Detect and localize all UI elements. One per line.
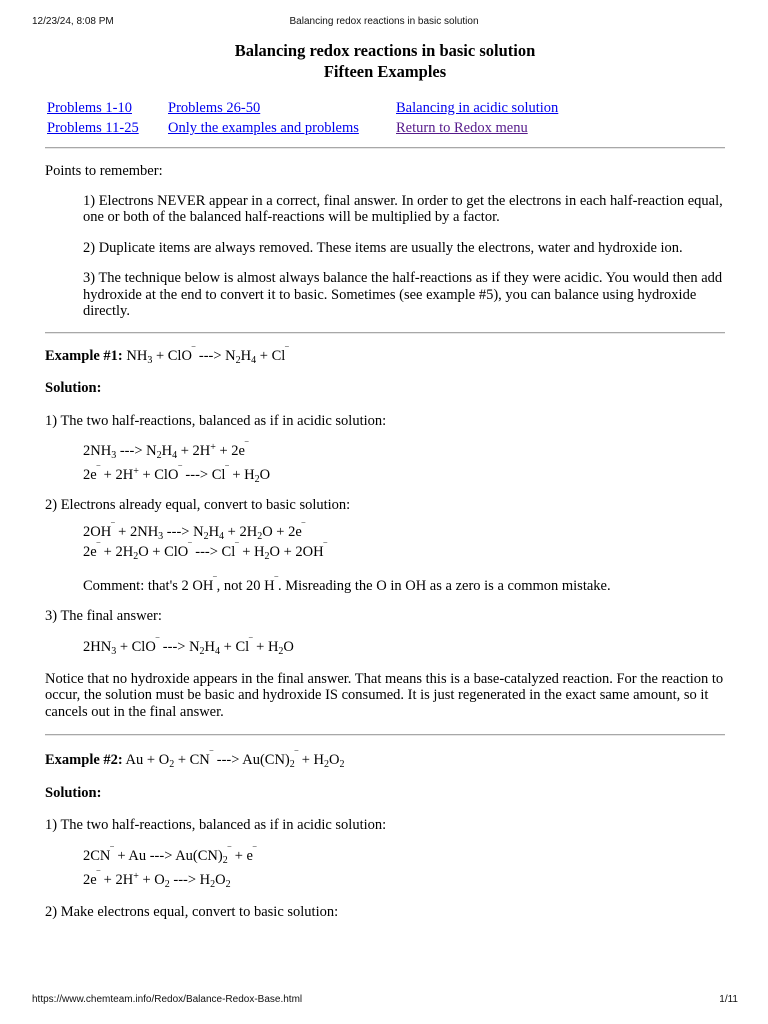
print-url: https://www.chemteam.info/Redox/Balance-Redox-Base.html (32, 994, 303, 1005)
print-page-title: Balancing redox reactions in basic solution (289, 16, 479, 27)
equation: $2OH^‾ + 2NH_3$ ---> $N_2H_4 + 2H_2O + 2e^‾$ (83, 522, 306, 542)
print-datetime: 12/23/24, 8:08 PM (32, 16, 114, 27)
document-body (45, 40, 725, 920)
example-2-step-1: 1) The two half-reactions, balanced as if in acidic solution: (45, 817, 387, 833)
link-only-examples[interactable]: Only the examples and problems (168, 120, 359, 136)
divider (45, 332, 725, 334)
example-1-step-3: 3) The final answer: (45, 608, 162, 624)
example-1-notice: Notice that no hydroxide appears in the final answer. That means this is a base-catalyzed reaction. For the reaction to occur, the solution must be basic and hydroxide IS consumed. It is just regenerated in the exact same amount, so it cancels out in the final answer. (45, 670, 724, 720)
title-block (45, 40, 725, 90)
example-2-solution-label: Solution: (45, 784, 102, 801)
link-problems-26-50[interactable]: Problems 26-50 (168, 100, 261, 116)
equation: $2e^‾ + 2H_2O + ClO^‾$ ---> $Cl^‾ + H_2O + 2OH^‾$ (83, 542, 327, 562)
example-1-heading: Example #1: $NH_3 + ClO^‾$ ---> $N_2H_4 + Cl^‾$ (45, 346, 289, 366)
equation: 2CN‾ + Au ---> $Au(CN)_2^‾ + e^‾$ (83, 846, 257, 866)
link-problems-11-25[interactable]: Problems 11-25 (47, 120, 139, 136)
divider (45, 734, 725, 736)
point-1: 1) Electrons NEVER appear in a correct, final answer. In order to get the electrons in each half-reaction equal, one or both of the balanced half-reactions will be multiplied by a factor. (83, 192, 723, 225)
link-problems-1-10[interactable]: Problems 1-10 (47, 100, 132, 116)
page-title: Balancing redox reactions in basic solution (234, 41, 536, 60)
link-redox-menu[interactable]: Return to Redox menu (396, 120, 528, 136)
print-page-number: 1/11 (719, 994, 738, 1005)
example-1-step-1: 1) The two half-reactions, balanced as if in acidic solution: (45, 412, 387, 429)
example-1-solution-label: Solution: (45, 380, 102, 396)
example-2-half-reactions (45, 844, 725, 892)
page-subtitle: Fifteen Examples (323, 62, 447, 81)
divider (45, 147, 725, 149)
equation: $2e^‾ + 2H^+ + O_2$ ---> $H_2O_2$ (83, 870, 231, 890)
nav-links (45, 99, 725, 141)
example-2-heading: Example #2: $Au + O_2 + CN^‾$ ---> $Au(CN)_2^‾ + H_2O_2$ (45, 751, 345, 770)
example-1-half-reactions (45, 439, 725, 487)
equation: 2e‾ + 2H+ + ClO‾ ---> $Cl^‾ + H_2O$ (83, 466, 271, 485)
link-acidic-solution[interactable]: Balancing in acidic solution (396, 100, 559, 116)
print-header (0, 16, 768, 30)
point-2: 2) Duplicate items are always removed. These items are usually the electrons, water and hydroxide ion. (83, 239, 683, 256)
example-2-step-2: 2) Make electrons equal, convert to basic solution: (45, 903, 339, 920)
point-3: 3) The technique below is almost always balance the half-reactions as if they were acidic. You would then add hydroxide at the end to convert it to basic. Sometimes (see example #5), you can balance using hydroxide directly. (83, 270, 723, 319)
equation: $2NH_3$ ---> $N_2H_4 + 2H^+ + 2e^‾$ (83, 442, 249, 461)
example-1-comment: Comment: that's 2 OH‾, not 20 H‾. Misreading the O in OH as a zero is a common mistake. (83, 576, 611, 594)
example-1-final-answer: $2HN_3 + ClO^‾$ ---> $N_2H_4 + Cl^‾ + H_2O$ (83, 637, 294, 657)
example-1-step-2: 2) Electrons already equal, convert to basic solution: (45, 497, 351, 513)
points-heading: Points to remember: (45, 163, 163, 179)
example-1-basic-half-reactions (45, 520, 725, 564)
print-footer (0, 994, 768, 1008)
